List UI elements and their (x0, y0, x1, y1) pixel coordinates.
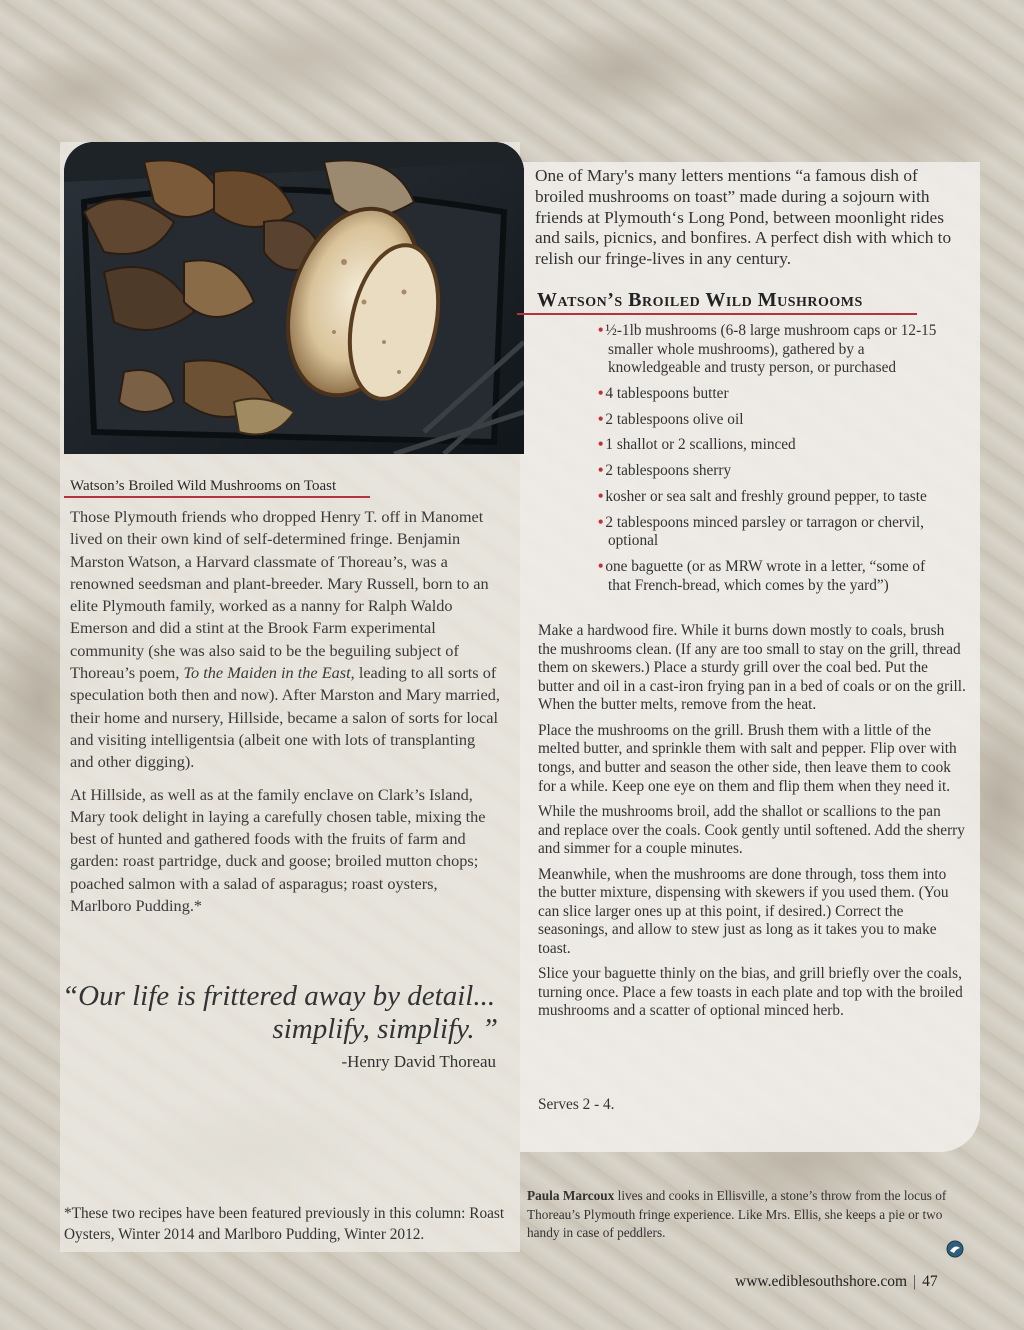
bullet-icon: • (598, 436, 604, 454)
edible-logo-icon (946, 1240, 964, 1258)
ingredient-item: • 2 tablespoons olive oil (598, 410, 744, 428)
ingredient-item: • kosher or sea salt and freshly ground pepper, to taste (598, 487, 927, 505)
bullet-icon: • (598, 513, 604, 531)
method-step: Place the mushrooms on the grill. Brush them with a little of the melted butter, and sprinkle them with salt and pepper. Flip over with tongs, and butter and season the other side, then leave them to cook for a while. Keep one eye on them and flip them when they need it. (538, 721, 957, 795)
page-number: 47 (922, 1273, 938, 1290)
left-column-body (70, 506, 500, 927)
left-paragraph-2: At Hillside, as well as at the family enclave on Clark’s Island, Mary took delight in laying a carefully chosen table, mixing the best of hunted and gathered foods with the fruits of farm and garden: roast partridge, duck and goose; broiled mutton chops; poached salmon with a salad of asparagus; roast oysters, Marlboro Pudding.* (70, 784, 486, 916)
mushrooms-on-toast-photo (64, 142, 524, 454)
recipe-method (538, 622, 966, 1028)
quote-line-2: simplify, simplify. ” (272, 1013, 498, 1045)
author-name: Paula Marcoux (527, 1188, 615, 1203)
bullet-icon: • (598, 462, 604, 480)
quote-line-1: “Our life is frittered away by detail... (62, 980, 496, 1012)
author-bio: Paula Marcoux lives and cooks in Ellisville, a stone’s throw from the locus of Thoreau’s Plymouth fringe experience. Like Mrs. Ellis, she keeps a pie or two handy in case of peddlers. (527, 1188, 947, 1240)
caption-underline-rule (64, 496, 370, 498)
bullet-icon: • (598, 384, 604, 402)
method-step: Meanwhile, when the mushrooms are done through, toss them into the butter mixture, dispensing with skewers if you used them. (You can slice larger ones up at this point, if desired.) Correct the seasonings, and allow to stew just as long as it takes you to make toast. (538, 865, 949, 957)
folio-separator: | (913, 1273, 917, 1290)
method-step: While the mushrooms broil, add the shallot or scallions to the pan and replace over the coals. Cook gently until softened. Add the sherry and simmer for a couple minutes. (538, 802, 965, 858)
thoreau-quote (62, 980, 502, 1046)
ingredient-item: • ½-1lb mushrooms (6-8 large mushroom caps or 12-15 smaller whole mushrooms), gathered by a knowledgeable and trusty person, or purchased (598, 322, 937, 376)
recipe-title-underline-rule (517, 313, 917, 315)
bullet-icon: • (598, 487, 604, 505)
method-step: Slice your baguette thinly on the bias, and grill briefly over the coals, turning once. Place a few toasts in each plate and top with the broiled mushrooms and a scatter of optional minced herb. (538, 965, 963, 1020)
footnote: *These two recipes have been featured previously in this column: Roast Oysters, Winter 2014 and Marlboro Pudding, Winter 2012. (64, 1205, 505, 1243)
website-url: www.ediblesouthshore.com (735, 1273, 908, 1290)
page-folio (735, 1273, 965, 1291)
ingredient-list (598, 322, 948, 602)
ingredient-item: • 2 tablespoons sherry (598, 462, 732, 480)
serves-note: Serves 2 - 4. (538, 1096, 615, 1113)
ingredient-item: • one baguette (or as MRW wrote in a letter, “some of that French-bread, which comes by the yard”) (598, 558, 926, 594)
method-step: Make a hardwood fire. While it burns down mostly to coals, brush the mushrooms clean. (If any are too small to stay on the grill, thread them on skewers.) Place a sturdy grill over the coal bed. Put the butter and oil in a cast-iron frying pan in a bed of coals or on the grill. When the butter melts, remove from the heat. (538, 622, 966, 714)
ingredient-item: • 1 shallot or 2 scallions, minced (598, 436, 796, 454)
quote-attribution: -Henry David Thoreau (341, 1052, 496, 1071)
recipe-title: Watson’s Broiled Wild Mushrooms (537, 289, 863, 311)
left-paragraph-1: Those Plymouth friends who dropped Henry T. off in Manomet lived on their own kind of self-determined fringe. Benjamin Marston Watson, a Harvard classmate of Thoreau’s, was a renowned seedsman and plant-breeder. Mary Russell, born to an elite Plymouth family, worked as a nanny for Ralph Waldo Emerson and did a stint at the Brook Farm experimental community (she was also said to be the beguiling subject of Thoreau’s poem, To the Maiden in the East, leading to all sorts of speculation both then and now). After Marston and Mary married, their home and nursery, Hillside, became a salon of sorts for local and visiting intelligentsia (albeit one with lots of transplanting and other digging). (70, 507, 500, 772)
ingredient-item: • 2 tablespoons minced parsley or tarragon or chervil, optional (598, 513, 924, 550)
bullet-icon: • (598, 410, 604, 428)
photo-caption-title: Watson’s Broiled Wild Mushrooms on Toast (70, 478, 337, 494)
intro-paragraph: One of Mary's many letters mentions “a famous dish of broiled mushrooms on toast” made during a sojourn with friends at Plymouth‘s Long Pond, between moonlight rides and sails, picnics, and bonfires. A perfect dish with which to relish our fringe-lives in any century. (535, 166, 952, 269)
poem-title: To the Maiden in the East (183, 663, 351, 683)
bullet-icon: • (598, 322, 604, 339)
ingredient-item: • 4 tablespoons butter (598, 384, 729, 402)
bullet-icon: • (598, 558, 604, 576)
